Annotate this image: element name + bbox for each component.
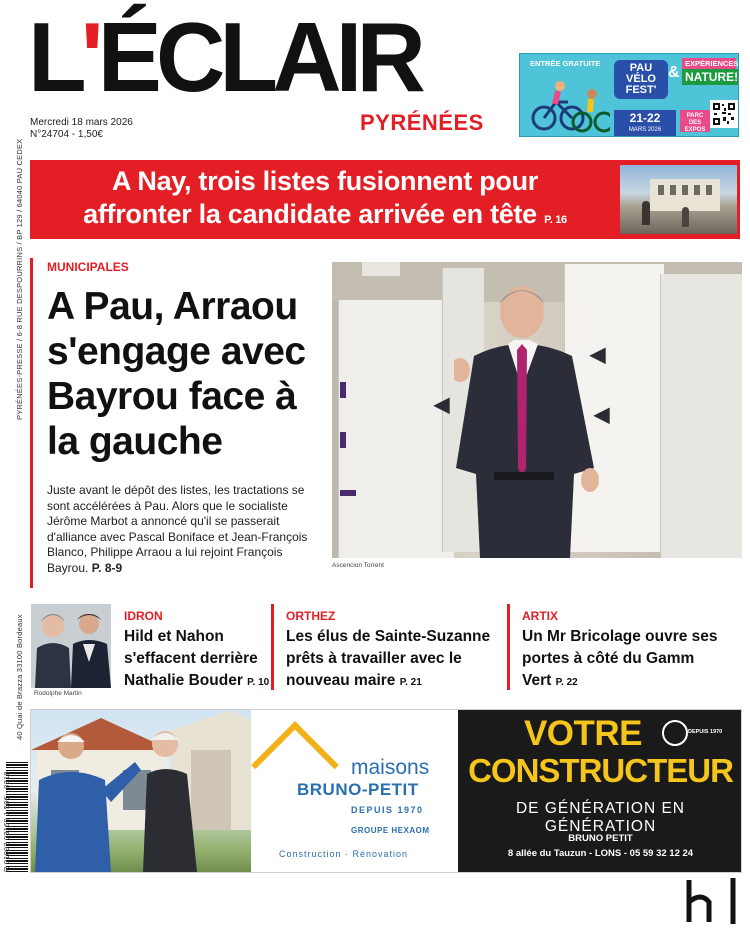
artix-rule: [507, 604, 510, 690]
quality-badge-icon: [662, 720, 688, 746]
issue-date: Mercredi 18 mars 2026: [30, 117, 133, 128]
ad-house-photo: [31, 710, 251, 872]
artix-title: Un Mr Bricolage ouvre ses portes à côté du Gamm Vert P. 22: [522, 628, 718, 689]
barcode-number: R 01092 03160 1,50€ - 0318: [2, 771, 11, 872]
ad-ampersand: &: [668, 64, 680, 81]
ad-brand-since: DEPUIS 1970: [351, 805, 424, 815]
ad-experiences: EXPÉRIENCES: [682, 58, 736, 69]
banner-headline: A Nay, trois listes fusionnent pour affronter la candidate arrivée en tête P. 16: [83, 166, 567, 229]
cyclists-illustration-icon: [528, 72, 610, 134]
ad-address: 8 allée du Tauzun - LONS - 05 59 32 12 24: [507, 848, 694, 859]
newspaper-logo[interactable]: L'ÉCLAIR: [28, 2, 420, 112]
main-photo-credit: Ascencion Torrent: [332, 562, 384, 569]
idron-photo-credit: Rodolphe Martin: [34, 690, 82, 697]
ad-venue: PARC DES EXPOS: [680, 110, 710, 132]
banner-page-ref: P. 16: [544, 214, 567, 226]
ad-brand-group: GROUPE HEXAOM: [351, 826, 430, 835]
qr-code-icon[interactable]: [710, 100, 738, 128]
ad-nature: NATURE!: [682, 69, 738, 85]
ad-tagline: DE GÉNÉRATION EN GÉNÉRATION: [515, 800, 685, 835]
ad-free-entry: ENTRÉE GRATUITE: [530, 59, 601, 68]
ad-maisons-bruno-petit[interactable]: [30, 709, 742, 873]
orthez-title: Les élus de Sainte-Suzanne prêts à travailler avec le nouveau maire P. 21: [286, 628, 491, 689]
ad-badge-text: DEPUIS 1970: [688, 729, 723, 735]
main-photo[interactable]: [332, 262, 742, 558]
ad-headline-2: CONSTRUCTEUR: [468, 752, 733, 789]
artix-kicker: ARTIX: [522, 609, 558, 623]
orthez-rule: [271, 604, 274, 690]
orthez-kicker: ORTHEZ: [286, 609, 336, 623]
ad-brand-services: Construction · Rénovation: [279, 849, 409, 859]
main-headline[interactable]: A Pau, Arraou s'engage avec Bayrou face à la gauche: [47, 285, 306, 463]
main-article-rule: [30, 258, 33, 588]
main-lead: Juste avant le dépôt des listes, les tractations se sont accélérées à Pau. Alors que le socialiste Jérôme Marbot a annoncé qu'il se passerait d'alliance avec Pascal Boniface et Jean-François Blanco, Philippe Arraou a lui rejoint François Bayrou. P. 8-9: [47, 483, 308, 575]
main-rubric: MUNICIPALES: [47, 260, 129, 274]
newspaper-region: PYRÉNÉES: [360, 110, 484, 135]
arrow-left-icon: ◀: [434, 394, 450, 416]
idron-kicker: IDRON: [124, 609, 163, 623]
ad-dark-panel: [458, 710, 742, 872]
house-and-people-illustration: [31, 710, 251, 872]
issue-number: N°24704 - 1,50€: [30, 129, 103, 140]
idron-title: Hild et Nahon s'effacent derrière Nathalie Bouder P. 10: [124, 628, 270, 689]
ad-headline-1: VOTRE: [523, 714, 643, 753]
publisher-address-vertical: PYRÉNÉES-PRESSE / 6-8 RUE DESPOURRINS / BP 129 / 64040 PAU CEDEX: [15, 138, 24, 420]
ad-brand-name: BRUNO-PETIT: [297, 780, 419, 799]
printer-address-vertical: 40 Quai de Brazza 33100 Bordeaux: [15, 614, 24, 740]
arrow-left-icon-2: ◀: [590, 344, 606, 366]
ad-brand-word: maisons: [351, 756, 430, 779]
idron-photo[interactable]: [31, 604, 111, 688]
ad-fest-name: PAU VÉLO FEST': [614, 60, 668, 99]
man-leaving-voting-booth: [454, 278, 604, 558]
ad-company: BRUNO PETIT: [568, 833, 633, 844]
ad-pau-velo-fest[interactable]: [519, 53, 739, 137]
red-headline-banner[interactable]: [30, 160, 740, 239]
arrow-left-icon-3: ◀: [594, 404, 610, 426]
two-people-illustration: [31, 604, 111, 688]
main-page-ref: P. 8-9: [91, 560, 123, 575]
ad-dates: 21-22 MARS 2026: [614, 110, 676, 137]
banner-photo: [620, 165, 737, 234]
corner-logo-icon: [681, 872, 741, 930]
